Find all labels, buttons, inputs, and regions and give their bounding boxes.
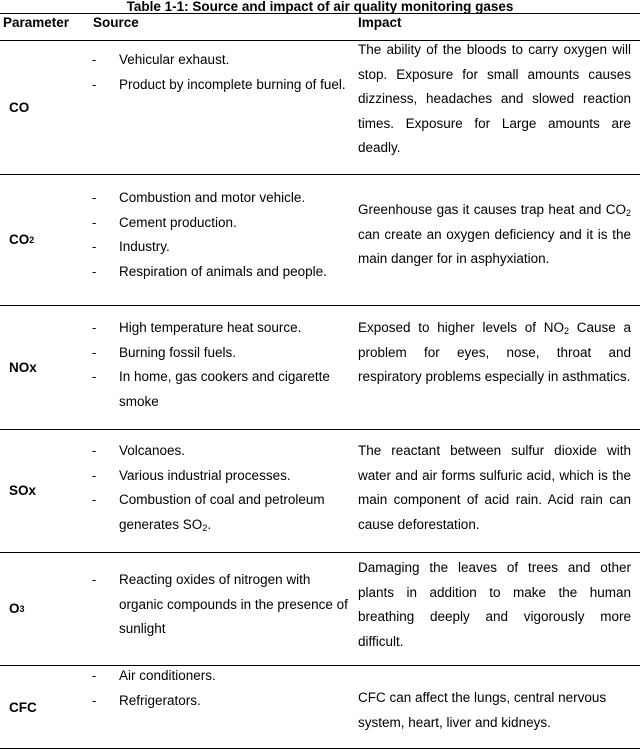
list-item: - Various industrial processes.	[92, 467, 291, 483]
table-header-row	[0, 13, 640, 40]
list-item: - Respiration of animals and people.	[92, 263, 327, 279]
header-parameter: Parameter	[3, 15, 70, 30]
list-item: - Reacting oxides of nitrogen with organic compounds in the presence of sunlight	[92, 572, 348, 636]
parameter-cell: CO 2	[9, 232, 35, 247]
table-bottom-rule	[0, 748, 640, 749]
parameter-cell: NOx	[9, 359, 37, 375]
gas-table	[0, 13, 640, 750]
list-item: - Air conditioners.	[92, 668, 216, 683]
source-list	[92, 439, 348, 537]
impact-cell: CFC can affect the lungs, central nervous system, heart, liver and kidneys.	[358, 690, 607, 730]
list-item: - Combustion of coal and petroleum generates $SO_2$.	[92, 492, 325, 533]
parameter-cell: CO	[9, 99, 30, 115]
impact-cell: The ability of the bloods to carry oxygen will stop. Exposure for small amounts causes dizziness, headaches and slowed reaction times. Exposure for Large amounts are deadly.	[358, 42, 631, 155]
list-item: - Burning fossil fuels.	[92, 344, 237, 360]
impact-cell: Greenhouse gas it causes trap heat and $CO_2$ can create an oxygen deficiency and it is the main danger for in asphyxiation.	[358, 202, 631, 266]
list-item: - Product by incomplete burning of fuel.	[92, 76, 346, 92]
impact-cell: The reactant between sulfur dioxide with water and air forms sulfuric acid, which is the main component of acid rain. Acid rain can cause deforestation.	[358, 443, 631, 532]
source-list	[92, 48, 348, 97]
table-row-sox	[0, 429, 640, 552]
list-item: - In home, gas cookers and cigarette smoke	[92, 369, 330, 409]
list-item: - Combustion and motor vehicle.	[92, 190, 306, 205]
table-row-co2	[0, 174, 640, 305]
parameter-cell: O 3	[9, 601, 25, 616]
source-list	[92, 664, 348, 713]
list-item: - Cement production.	[92, 214, 237, 230]
parameter-cell: CFC	[9, 699, 37, 715]
list-item: - High temperature heat source.	[92, 320, 302, 335]
list-item: - Vehicular exhaust.	[92, 52, 230, 67]
source-list	[92, 568, 348, 642]
table-row-o3	[0, 552, 640, 665]
list-item: - Volcanoes.	[92, 443, 186, 458]
list-item: - Refrigerators.	[92, 692, 201, 708]
table-row-cfc	[0, 665, 640, 749]
source-list	[92, 186, 348, 284]
table-row-co	[0, 40, 640, 174]
header-source: Source	[93, 15, 139, 30]
source-list	[92, 316, 348, 414]
list-item: - Industry.	[92, 239, 170, 254]
impact-cell: Damaging the leaves of trees and other plants in addition to make the human breathing deeply and vigorously more difficult.	[358, 560, 631, 649]
table-row-nox	[0, 305, 640, 429]
table-caption: Table 1-1: Source and impact of air quality monitoring gases	[126, 0, 514, 13]
header-impact: Impact	[358, 15, 402, 30]
parameter-cell: SOx	[9, 483, 37, 498]
impact-cell: Exposed to higher levels of $NO_2$ Cause a problem for eyes, nose, throat and respiratory problems especially in asthmatics.	[358, 320, 631, 384]
